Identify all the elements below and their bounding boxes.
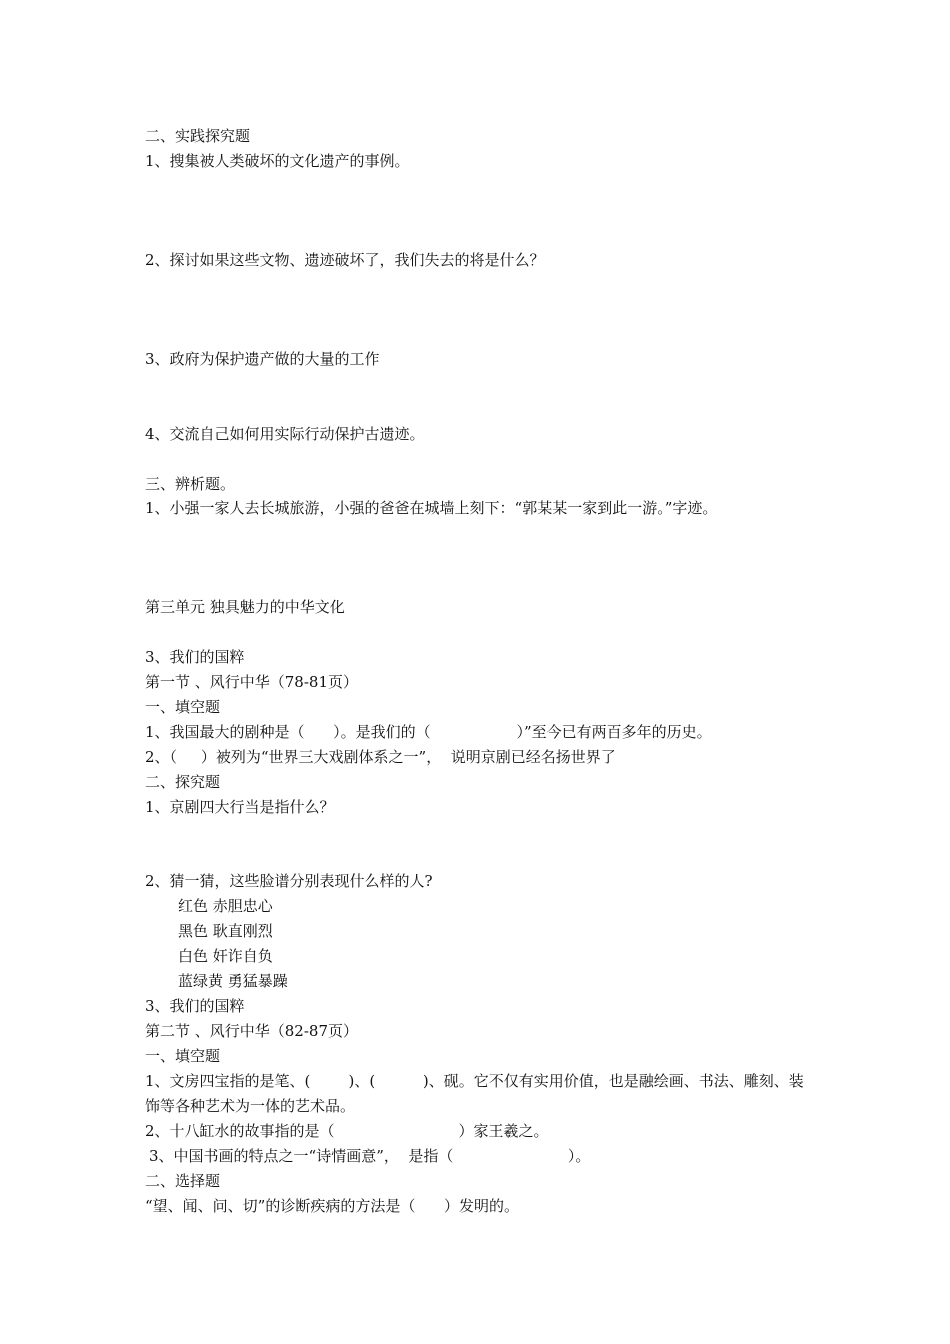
subsection-heading: 一、填空题 (145, 698, 221, 716)
question-line: 3、中国书画的特点之一“诗情画意”， 是指（ ）。 (149, 1147, 591, 1165)
question-line: 3、政府为保护遗产做的大量的工作 (145, 350, 380, 368)
section-title: 第一节 、风行中华（78-81页） (145, 673, 359, 691)
subsection-heading: 二、探究题 (145, 773, 221, 791)
list-item: 蓝绿黄 勇猛暴躁 (178, 972, 288, 990)
lesson-title: 3、我们的国粹 (145, 997, 245, 1015)
question-line: 1、京剧四大行当是指什么？ (145, 798, 335, 816)
question-line: 2、探讨如果这些文物、遗迹破坏了，我们失去的将是什么？ (145, 251, 545, 269)
question-line: 2、（ ）被列为“世界三大戏剧体系之一”， 说明京剧已经名扬世界了 (145, 748, 616, 766)
section-title: 第二节 、风行中华（82-87页） (145, 1022, 359, 1040)
question-line: 2、猜一猜，这些脸谱分别表现什么样的人? (145, 872, 433, 890)
question-line: “望、闻、问、切”的诊断疾病的方法是（ ）发明的。 (145, 1197, 519, 1215)
question-line: 1、我国最大的剧种是（ ）。是我们的（ ）”至今已有两百多年的历史。 (145, 723, 712, 741)
list-item: 白色 奸诈自负 (178, 947, 273, 965)
list-item: 红色 赤胆忠心 (178, 897, 273, 915)
question-line: 4、交流自己如何用实际行动保护古遗迹。 (145, 425, 425, 443)
section-heading-practice: 二、实践探究题 (145, 127, 251, 145)
question-line: 1、文房四宝指的是笔、( )、( )、砚。它不仅有实用价值，也是融绘画、书法、雕刻、装 (145, 1072, 804, 1090)
question-line: 饰等各种艺术为一体的艺术品。 (145, 1097, 356, 1115)
question-line: 2、十八缸水的故事指的是（ ）家王羲之。 (145, 1122, 549, 1140)
subsection-heading: 一、填空题 (145, 1047, 221, 1065)
question-line: 1、小强一家人去长城旅游，小强的爸爸在城墙上刻下：“郭某某一家到此一游。”字迹。 (145, 499, 718, 517)
question-line: 1、搜集被人类破坏的文化遗产的事例。 (145, 152, 410, 170)
section-heading-analysis: 三、辨析题。 (145, 475, 236, 493)
lesson-title: 3、我们的国粹 (145, 648, 245, 666)
unit-title: 第三单元 独具魅力的中华文化 (145, 598, 345, 616)
subsection-heading: 二、选择题 (145, 1172, 221, 1190)
list-item: 黑色 耿直刚烈 (178, 922, 273, 940)
